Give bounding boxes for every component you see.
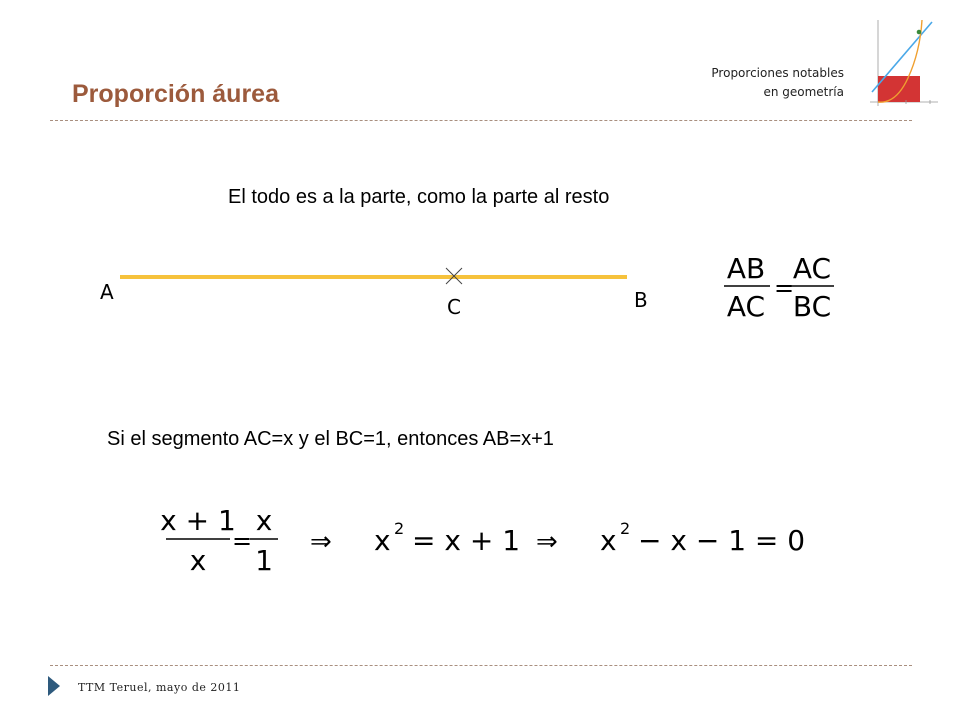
label-a: A	[100, 280, 114, 304]
label-c: C	[447, 295, 461, 319]
statement2-text: Si el segmento AC=x y el BC=1, entonces AB=x+1	[107, 428, 554, 450]
footer-divider	[50, 665, 912, 666]
eq3-base: x	[600, 524, 617, 557]
formula2-right-den: 1	[255, 544, 273, 577]
label-b: B	[634, 288, 648, 312]
formula2-left-num: x + 1	[160, 504, 236, 537]
quadratic-derivation	[160, 496, 806, 577]
eq3-rest: − x − 1 = 0	[638, 524, 806, 557]
golden-ratio-formula	[718, 246, 838, 326]
implies-1: ⇒	[310, 527, 332, 557]
formula1-right-num: AC	[792, 252, 832, 285]
implies-2: ⇒	[536, 527, 558, 557]
graph-thumbnail-icon	[868, 18, 940, 110]
slide-title: Proporción áurea	[72, 80, 279, 108]
statement-text: El todo es a la parte, como la parte al resto	[228, 186, 610, 208]
eq3-exp: 2	[620, 519, 631, 538]
formula2-right-num: x	[255, 504, 273, 537]
eq2-rest: = x + 1	[412, 524, 521, 557]
point-c-cross-icon	[444, 266, 464, 286]
formula1-right-den: BC	[792, 290, 832, 323]
eq2-base: x	[374, 524, 391, 557]
footer-arrow-icon	[48, 676, 60, 696]
subtitle-line-1: Proporciones notables	[711, 66, 844, 80]
formula1-eq: =	[774, 274, 795, 302]
eq2-exp: 2	[394, 519, 405, 538]
subtitle-line-2: en geometría	[763, 85, 844, 99]
header-divider	[50, 120, 912, 121]
formula2-left-den: x	[189, 544, 207, 577]
segment-ab	[120, 275, 627, 279]
formula2-eq: =	[232, 527, 253, 555]
formula1-left-den: AC	[726, 290, 766, 323]
formula1-left-num: AB	[726, 252, 766, 285]
footer-text: TTM Teruel, mayo de 2011	[78, 681, 241, 694]
slide-subtitle	[644, 64, 844, 102]
